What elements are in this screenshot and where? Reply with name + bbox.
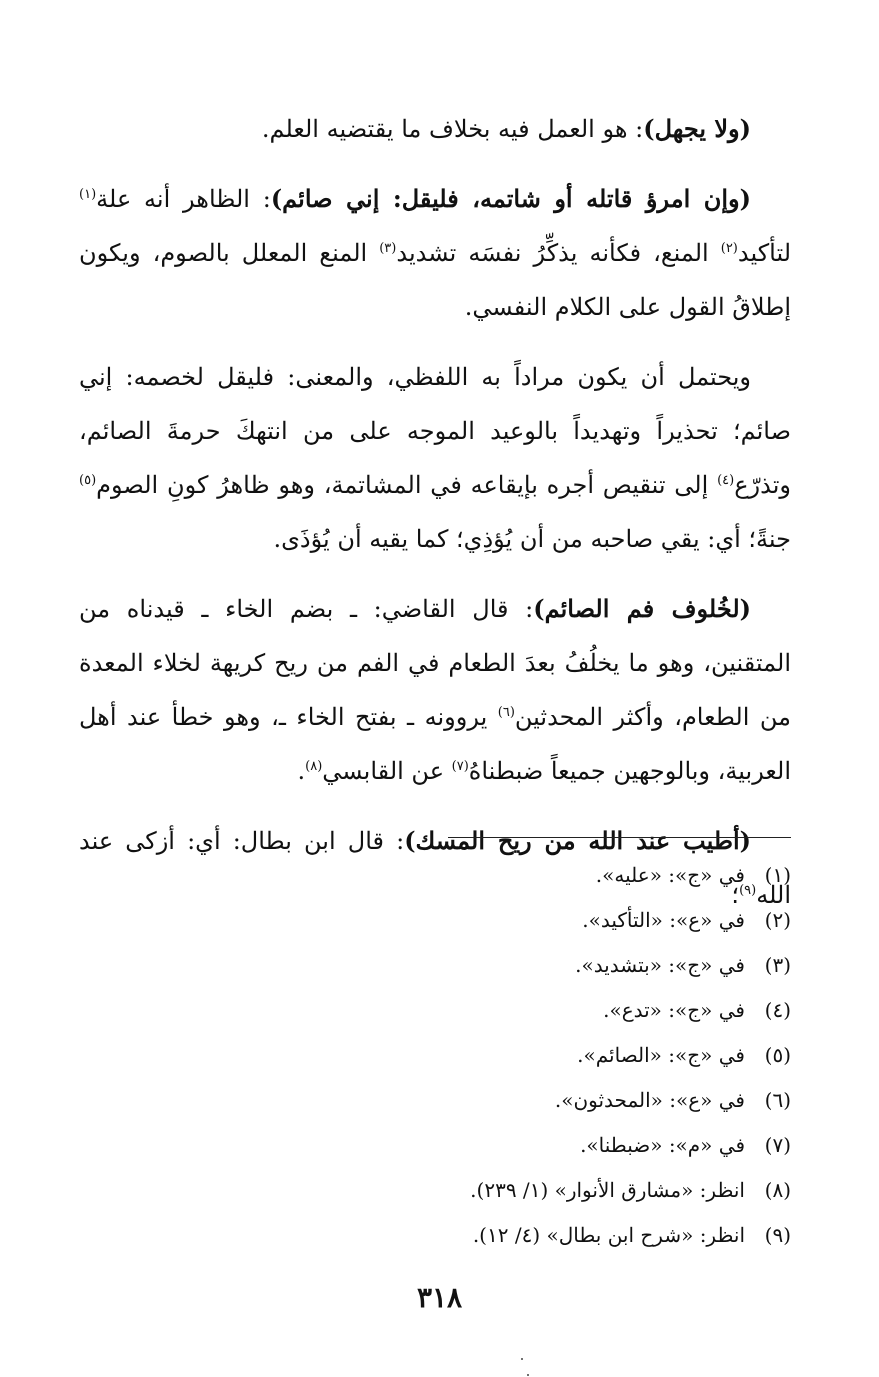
- footnote-text: في «ع»: «المحدثون».: [554, 1088, 745, 1112]
- text-run: جنةً؛ أي: يقي صاحبه من أن يُؤذِي؛ كما يقيه أن يُؤذَى.: [273, 525, 791, 553]
- text-run: : قال ابن بطال: أي: أزكى عند الله: [79, 827, 791, 909]
- text-run: : الظاهر أنه علة: [96, 185, 271, 213]
- footnote-ref: (٧): [451, 759, 469, 774]
- footnote-item: [191, 853, 791, 898]
- paragraph: [79, 350, 791, 566]
- footnote-item: [191, 1078, 791, 1123]
- paragraph: [79, 172, 791, 334]
- footnote-item: [191, 943, 791, 988]
- footnote-number: (٩): [764, 1223, 791, 1247]
- footnote-ref: (١): [79, 187, 97, 202]
- text-run: ويحتمل أن يكون مراداً به اللفظي، والمعنى: فليقل لخصمه: إني صائم؛ تحذيراً وتهديداً بالوعيد الموجه على من انتهكَ حرمةَ الصائم، وتذرّع: [79, 363, 791, 499]
- text-run: : قال القاضي: ـ بضم الخاء ـ قيدناه من المتقنين، وهو ما يخلُفُ بعدَ الطعام في الفم من ريح كريهة لخلاء المعدة من الطعام، وأكثر المحدثين: [79, 595, 791, 731]
- footnote-number: (٣): [764, 953, 791, 977]
- footnote-number: (٢): [764, 908, 791, 932]
- hadith-term: (لخُلوف فم الصائم): [533, 594, 752, 623]
- footnote-item: [191, 1123, 791, 1168]
- text-run: .: [297, 757, 306, 785]
- hadith-term: (أطيب عند الله من ريح المسك): [404, 826, 751, 855]
- text-run: عن القابسي: [322, 757, 452, 785]
- footnote-number: (١): [764, 863, 791, 887]
- footnote-ref: (٤): [717, 473, 735, 488]
- page-number: ٣١٨: [416, 1281, 463, 1314]
- footnote-number: (٤): [764, 998, 791, 1022]
- footnotes: [191, 853, 791, 1258]
- footnote-number: (٥): [764, 1043, 791, 1067]
- footnote-text: في «ع»: «التأكيد».: [582, 908, 745, 932]
- footnote-item: [191, 898, 791, 943]
- main-text: [79, 102, 791, 922]
- footnote-ref: (٣): [379, 241, 397, 256]
- footnote-ref: (٥): [79, 473, 97, 488]
- footnote-text: في «ج»: «عليه».: [595, 863, 745, 887]
- text-run: المنع المعلل بالصوم، ويكون إطلاقُ القول على الكلام النفسي.: [79, 239, 791, 321]
- footnote-text: انظر: «مشارق الأنوار» (١/ ٢٣٩).: [470, 1178, 745, 1202]
- footnote-item: [191, 1033, 791, 1078]
- footnote-text: في «ج»: «الصائم».: [577, 1043, 745, 1067]
- text-run: ؛: [731, 881, 740, 909]
- text-run: إلى تنقيص أجره بإيقاعه في المشاتمة، وهو ظاهرُ كونِ الصوم: [96, 471, 718, 499]
- footnote-text: في «م»: «ضبطنا».: [580, 1133, 745, 1157]
- footnote-item: [191, 1213, 791, 1258]
- text-run: يروونه ـ بفتح الخاء ـ، وهو خطأ عند أهل العربية، وبالوجهين جميعاً ضبطناهُ: [79, 703, 791, 785]
- footnote-ref: (٢): [720, 241, 738, 256]
- text-run: : هو العمل فيه بخلاف ما يقتضيه العلم.: [261, 115, 644, 143]
- footnote-item: [191, 988, 791, 1033]
- footnote-number: (٧): [764, 1133, 791, 1157]
- footnote-text: انظر: «شرح ابن بطال» (٤/ ١٢).: [472, 1223, 745, 1247]
- text-run: المنع، فكأنه يذكِّرُ نفسَه تشديد: [396, 239, 721, 267]
- footnote-divider: [448, 837, 791, 838]
- hadith-term: (ولا يجهل): [643, 114, 751, 143]
- footnote-number: (٨): [764, 1178, 791, 1202]
- text-run: لتأكيد: [737, 239, 792, 267]
- footnote-text: في «ج»: «بتشديد».: [575, 953, 745, 977]
- paragraph: [79, 582, 791, 798]
- scan-speck: [521, 1358, 523, 1360]
- scan-speck: [527, 1374, 529, 1376]
- footnote-ref: (٨): [305, 759, 323, 774]
- paragraph: [79, 102, 791, 156]
- footnote-item: [191, 1168, 791, 1213]
- footnote-ref: (٦): [497, 705, 515, 720]
- footnote-ref: (٩): [739, 883, 757, 898]
- footnote-number: (٦): [764, 1088, 791, 1112]
- footnote-text: في «ج»: «تدع».: [603, 998, 745, 1022]
- hadith-term: (وإن امرؤ قاتله أو شاتمه، فليقل: إني صائم): [270, 184, 751, 213]
